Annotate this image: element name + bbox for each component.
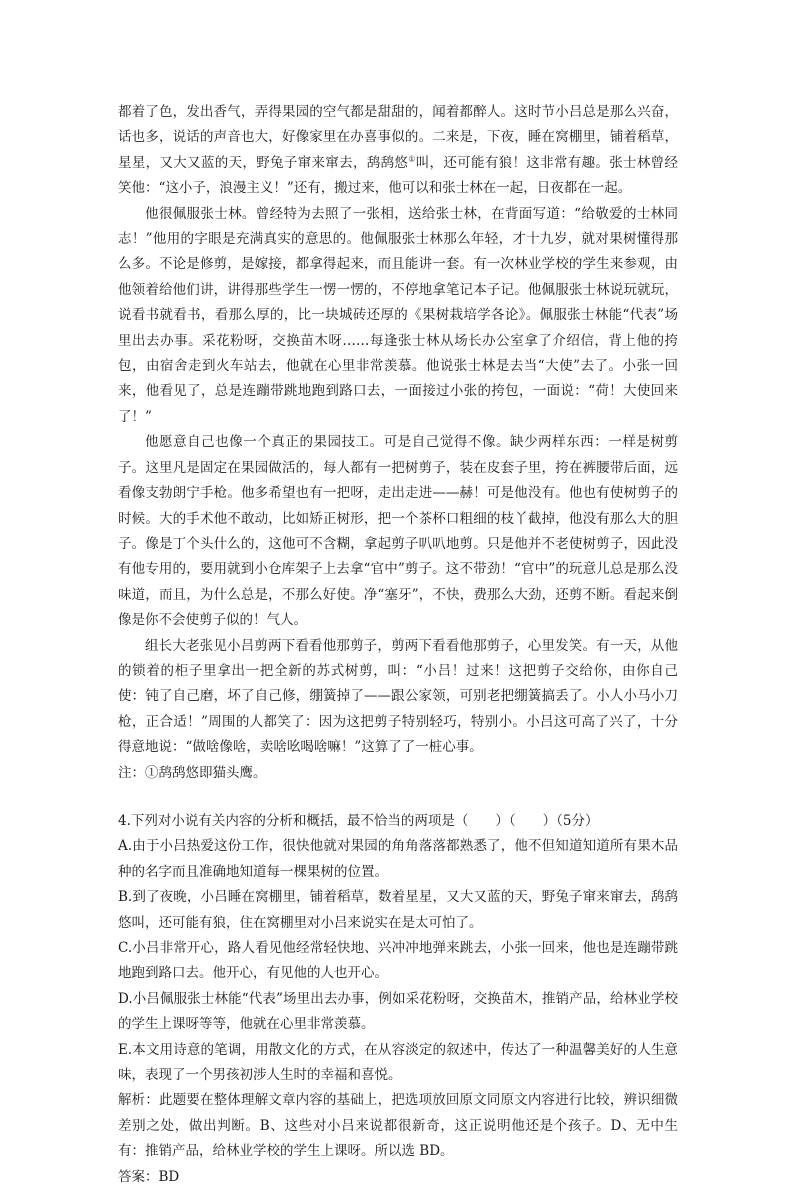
option-d: D.小吕佩服张士林能“代表”场里出去办事，例如采花粉呀，交换苗木，推销产品，给林业学校的学生上课呀等等，他就在心里非常羡慕。 [118,990,678,1033]
answer-text: 答案：BD [118,1168,180,1185]
footnote: 注：①鸹鸹悠即猫头鹰。 [118,764,267,781]
passage-text: 叫，还可能有狼！这非常有趣。张士林曾经笑他：“这小子，浪漫主义！”还有，搬过来，他可以和张士林在一起，日夜都在一起。 [118,154,679,197]
passage-paragraph-2: 他很佩服张士林。曾经特为去照了一张相，送给张士林，在背面写道：“给敬爱的士林同志！”他用的字眼是充满真实的意思的。他佩服张士林那么年轻，才十九岁，就对果树懂得那么多。不论是修剪，是嫁接，都拿得起来，而且能讲一套。有一次林业学校的学生来参观，由他领着给他们讲，讲得那些学生一愣一愣的，不停地拿笔记本子记。他佩服张士林说玩就玩，说看书就看书，看那么厚的，比一块城砖还厚的《果树栽培学各论》。佩服张士林能“代表”场里出去办事。采花粉呀，交换苗木呀……每逢张士林从场长办公室拿了介绍信，背上他的挎包，由宿舍走到火车站去，他就在心里非常羡慕。他说张士林是去当“大使”去了。小张一回来，他看见了，总是连蹦带跳地跑到路口去，一面接过小张的挎包，一面说：“荷！大使回来了！” [118,205,678,425]
analysis-text: 解析：此题要在整体理解文章内容的基础上，把选项放回原文同原文内容进行比较，辨识细微差别之处，做出判断。B、这些对小吕来说都很新奇，这正说明他还是个孩子。D、无中生有：推销产品，给林业学校的学生上课呀。所以选 BD。 [118,1092,678,1160]
question-stem: 4.下列对小说有关内容的分析和概括，最不恰当的两项是（ ）（ ）（5分） [118,812,599,829]
footnote-marker: ① [408,154,416,164]
passage-paragraph-4: 组长大老张见小吕剪两下看看他那剪子，剪两下看看他那剪子，心里发笑。有一天，从他的锁着的柜子里拿出一把全新的苏式树剪，叫：“小吕！过来！这把剪子交给你，由你自己使：钝了自己磨，坏了自己修，绷簧掉了——跟公家领，可别老把绷簧搞丢了。小人小马小刀枪，正合适！”周围的人都笑了：因为这把剪子特别轻巧，特别小。小吕这可高了兴了，十分得意地说：“做啥像啥，卖啥吆喝啥嘛！”这算了了一桩心事。 [118,637,678,756]
option-c: C.小吕非常开心，路人看见他经常轻快地、兴冲冲地弹来跳去，小张一回来，他也是连蹦带跳地跑到路口去。他开心，有见他的人也开心。 [118,940,678,982]
passage-paragraph-1 [118,100,678,202]
spacer [118,786,678,809]
option-e: E.本文用诗意的笔调，用散文化的方式，在从容淡定的叙述中，传达了一种温馨美好的人生意味，表现了一个男孩初涉人生时的幸福和喜悦。 [118,1041,678,1084]
document-page [118,100,678,1190]
option-b: B.到了夜晚，小吕睡在窝棚里，铺着稻草，数着星星，又大又蓝的天，野兔子窜来窜去，鸹鸹悠叫，还可能有狼，住在窝棚里对小吕来说实在是太可怕了。 [118,889,678,931]
passage-text: 都着了色，发出香气，弄得果园的空气都是甜甜的，闻着都醉人。这时节小吕总是那么兴奋，话也多，说话的声音也大，好像家里在办喜事似的。二来是，下夜，睡在窝棚里，铺着稻草，星星，又大又蓝的天，野兔子窜来窜去，鸹鸹悠 [118,104,678,171]
passage-paragraph-3: 他愿意自己也像一个真正的果园技工。可是自己觉得不像。缺少两样东西：一样是树剪子。这里凡是固定在果园做活的，每人都有一把树剪子，装在皮套子里，挎在裤腰带后面，远看像支勃朗宁手枪。他多希望也有一把呀，走出走进——赫！可是他没有。他也有使树剪子的时候。大的手术他不敢动，比如矫正树形，把一个茶杯口粗细的枝丫截掉，他没有那么大的胆子。像是丁个头什么的，这他可不含糊，拿起剪子叭叭地剪。只是他并不老使树剪子，因此没有他专用的，要用就到小仓库架子上去拿“官中”剪子。这不带劲！“官中”的玩意儿总是那么没味道，而且，为什么总是，不那么好使。净“塞牙”，不快，费那么大劲，还剪不断。看起来倒像是你不会使剪子似的！气人。 [118,434,678,629]
option-a: A.由于小吕热爱这份工作，很快他就对果园的角角落落都熟悉了，他不但知道知道所有果木品种的名字而且准确地知道每一棵果树的位置。 [118,838,678,880]
